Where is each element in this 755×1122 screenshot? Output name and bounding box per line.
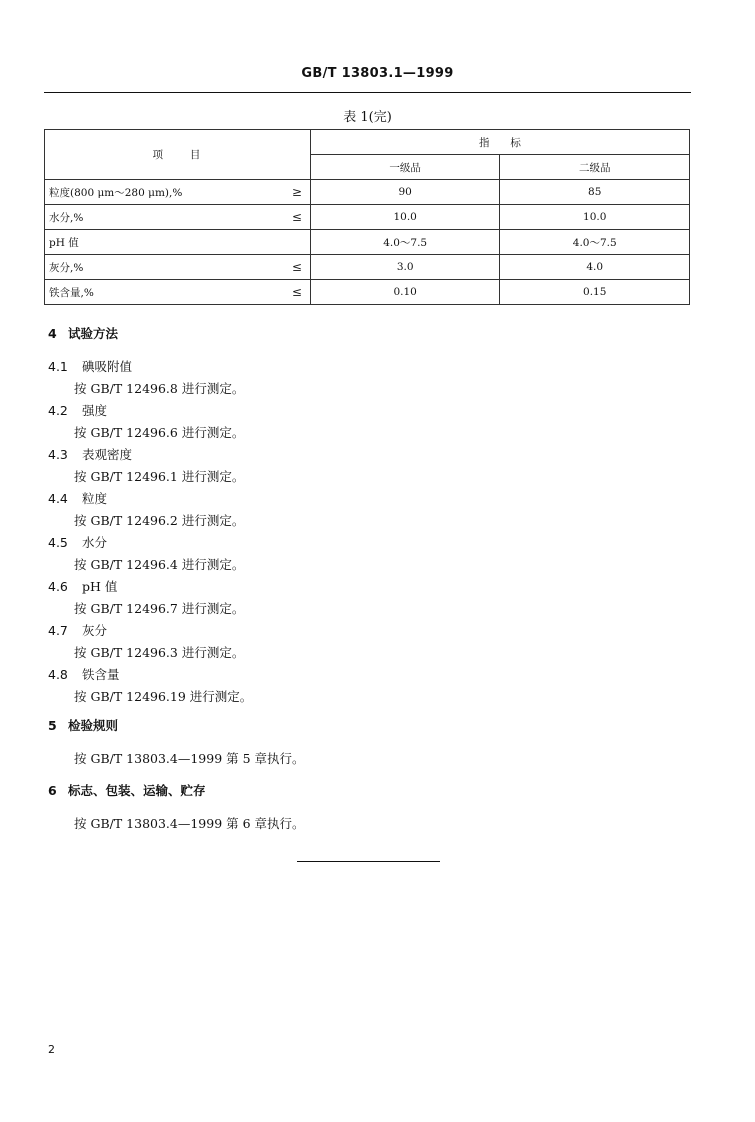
subsection-number: 4.7: [48, 623, 68, 638]
section-6-text: 按 GB/T 13803.4—1999 第 6 章执行。: [74, 816, 305, 831]
subsection-4-5-heading: [48, 533, 107, 551]
section-6-heading: [48, 781, 206, 799]
subsection-number: 4.5: [48, 535, 68, 550]
section-title: 标志、包装、运输、贮存: [68, 783, 206, 798]
section-title: 检验规则: [68, 718, 119, 733]
row-grade-2: 4.0: [500, 255, 690, 280]
standard-code-header: GB/T 13803.1—1999: [301, 66, 454, 81]
subsection-number: 4.8: [48, 667, 68, 682]
subsection-title: 铁含量: [82, 667, 120, 682]
row-item: pH 值: [45, 230, 284, 255]
row-grade-1: 90: [310, 180, 500, 205]
subsection-4-2-heading: [48, 401, 107, 419]
section-number: 6: [48, 783, 57, 798]
subsection-title: pH 值: [82, 579, 118, 594]
subsection-number: 4.1: [48, 359, 68, 374]
subsection-title: 灰分: [82, 623, 108, 638]
specification-table: [44, 129, 690, 305]
row-sign: ≥: [284, 180, 310, 205]
subsection-4-3-heading: [48, 445, 132, 463]
subsection-4-6-heading: [48, 577, 117, 595]
section-title: 试验方法: [68, 326, 119, 341]
subsection-4-5-text: 按 GB/T 12496.4 进行测定。: [74, 557, 245, 572]
subsection-4-1-text: 按 GB/T 12496.8 进行测定。: [74, 381, 245, 396]
section-number: 4: [48, 326, 57, 341]
subsection-title: 表观密度: [82, 447, 133, 462]
header-grade-1: 一级品: [310, 155, 500, 180]
row-sign: ≤: [284, 255, 310, 280]
subsection-title: 碘吸附值: [82, 359, 133, 374]
header-item-cell: 项 目: [45, 130, 311, 180]
row-item: 粒度(800 μm～280 μm),%: [45, 180, 284, 205]
section-number: 5: [48, 718, 57, 733]
row-item: 水分,%: [45, 205, 284, 230]
header-index-cell: 指 标: [310, 130, 689, 155]
subsection-4-4-heading: [48, 489, 107, 507]
row-item: 铁含量,%: [45, 280, 284, 305]
subsection-4-4-text: 按 GB/T 12496.2 进行测定。: [74, 513, 245, 528]
row-grade-1: 10.0: [310, 205, 500, 230]
table-header-row: [45, 130, 690, 155]
subsection-title: 粒度: [82, 491, 108, 506]
row-grade-1: 3.0: [310, 255, 500, 280]
subsection-4-8-text: 按 GB/T 12496.19 进行测定。: [74, 689, 253, 704]
row-grade-1: 0.10: [310, 280, 500, 305]
table-row: [45, 205, 690, 230]
subsection-number: 4.2: [48, 403, 68, 418]
end-of-document-rule: [297, 861, 440, 862]
row-item: 灰分,%: [45, 255, 284, 280]
subsection-number: 4.3: [48, 447, 68, 462]
row-grade-2: 10.0: [500, 205, 690, 230]
section-4-heading: [48, 324, 118, 342]
header-grade-2: 二级品: [500, 155, 690, 180]
subsection-title: 水分: [82, 535, 108, 550]
section-5-heading: [48, 716, 118, 734]
page-number: 2: [48, 1043, 55, 1056]
subsection-4-3-text: 按 GB/T 12496.1 进行测定。: [74, 469, 245, 484]
subsection-number: 4.4: [48, 491, 68, 506]
subsection-4-8-heading: [48, 665, 120, 683]
table-row: [45, 230, 690, 255]
subsection-number: 4.6: [48, 579, 68, 594]
header-divider: [44, 92, 691, 93]
table-row: [45, 255, 690, 280]
subsection-title: 强度: [82, 403, 108, 418]
row-sign: [284, 230, 310, 255]
subsection-4-1-heading: [48, 357, 132, 375]
row-sign: ≤: [284, 280, 310, 305]
table-caption: 表 1(完): [343, 110, 392, 125]
subsection-4-2-text: 按 GB/T 12496.6 进行测定。: [74, 425, 245, 440]
row-grade-1: 4.0～7.5: [310, 230, 500, 255]
subsection-4-7-text: 按 GB/T 12496.3 进行测定。: [74, 645, 245, 660]
row-sign: ≤: [284, 205, 310, 230]
subsection-4-6-text: 按 GB/T 12496.7 进行测定。: [74, 601, 245, 616]
subsection-4-7-heading: [48, 621, 107, 639]
row-grade-2: 4.0～7.5: [500, 230, 690, 255]
row-grade-2: 0.15: [500, 280, 690, 305]
row-grade-2: 85: [500, 180, 690, 205]
table-row: [45, 180, 690, 205]
table-row: [45, 280, 690, 305]
section-5-text: 按 GB/T 13803.4—1999 第 5 章执行。: [74, 751, 305, 766]
